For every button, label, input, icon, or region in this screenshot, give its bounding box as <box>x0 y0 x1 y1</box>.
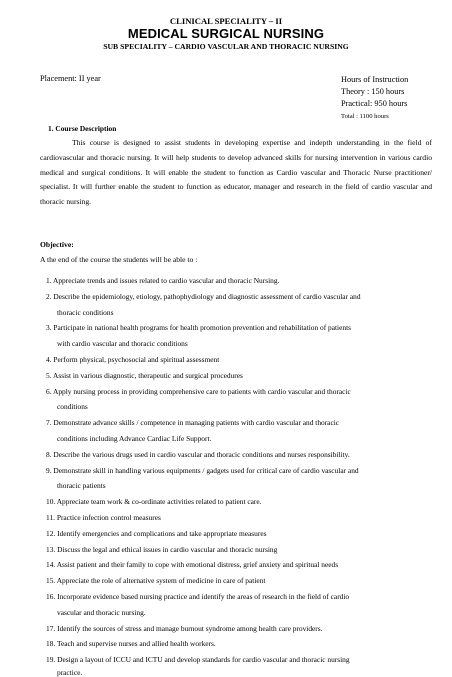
objective-item <box>0 573 452 589</box>
objective-text: Appreciate team work & co-ordinate activities related to patient care. <box>56 497 262 507</box>
header-specialty: CLINICAL SPECIALITY – II <box>169 16 283 26</box>
objective-item <box>0 447 452 463</box>
objective-text: Appreciate the role of alternative system of medicine in care of patient <box>56 576 266 586</box>
objective-number: 16. <box>46 591 56 601</box>
objective-text: Discuss the legal and ethical issues in cardio vascular and thoracic nursing <box>57 544 278 554</box>
objective-text: Apply nursing process in providing comprehensive care to patients with cardio vascular and thoracic <box>53 386 351 396</box>
objective-list <box>0 273 452 677</box>
header-subspecialty: SUB SPECIALITY – CARDIO VASCULAR AND THORACIC NURSING <box>103 42 349 51</box>
objective-text: Participate in national health programs for health promotion prevention and rehabilitation of patients <box>53 323 351 333</box>
objective-item <box>0 494 452 510</box>
section-heading: 1. Course Description <box>48 124 117 133</box>
objective-text-continued: conditions <box>57 402 88 412</box>
objective-text: Demonstrate skill in handling various equipments / gadgets used for critical care of cardio vascular and <box>53 465 359 475</box>
objective-text: Incorporate evidence based nursing practice and identify the areas of research in the field of cardio <box>57 591 350 601</box>
objective-text: Demonstrate advance skills / competence in managing patients with cardio vascular and thoracic <box>53 418 340 428</box>
objective-number: 9. <box>46 465 52 475</box>
course-description-text: This course is designed to assist students in developing expertise and indepth understanding in the field of cardiovascular and thoracic nursing. It will help students to develop advanced skills for nursing intervention in various cardio medical and surgical conditions. It will enable the student to function as Cardio vascular and Thoracic Nurse practitioner/ specialist. It will further enable the student to function as educator, manager and research in the field of cardio vascular and thoracic nursing. <box>40 138 432 207</box>
objective-text: Assist patient and their family to cope with emotional distress, grief anxiety and spiritual needs <box>56 560 339 570</box>
objective-number: 14. <box>46 560 56 570</box>
objective-text: Identify emergencies and complications and take appropriate measures <box>57 528 267 538</box>
objective-item <box>0 621 452 637</box>
objective-number: 13. <box>46 544 56 554</box>
objective-number: 17. <box>46 623 56 633</box>
objective-text-continued: conditions including Advance Cardiac Life Support. <box>57 433 212 443</box>
objective-item <box>0 368 452 384</box>
objective-number: 5. <box>46 370 52 380</box>
objective-title: Objective: <box>40 240 74 249</box>
objective-number: 11. <box>46 512 55 522</box>
objective-text: Describe the epidemiology, etiology, pathophydiology and diagnostic assessment of cardio vascular and <box>53 291 361 301</box>
objective-text: Perform physical, psychosocial and spiritual assessment <box>53 354 220 364</box>
objective-number: 4. <box>46 354 52 364</box>
objective-item <box>0 652 452 677</box>
objective-number: 18. <box>46 639 56 649</box>
objective-item <box>0 273 452 289</box>
objective-item <box>0 510 452 526</box>
objective-number: 10. <box>46 497 56 507</box>
objective-item <box>0 542 452 558</box>
objective-text: Teach and supervise nurses and allied health workers. <box>56 639 216 649</box>
objective-number: 8. <box>46 449 52 459</box>
objective-intro: A the end of the course the students will be able to : <box>40 255 198 264</box>
objective-item <box>0 320 452 352</box>
hours-theory: Theory : 150 hours <box>341 87 405 97</box>
objective-number: 12. <box>46 528 56 538</box>
placement-label: Placement: II year <box>40 74 101 83</box>
objective-text-continued: practice. <box>57 667 83 677</box>
objective-item <box>0 415 452 447</box>
objective-number: 1. <box>46 276 52 285</box>
objective-text: Design a layout of ICCU and ICTU and develop standards for cardio vascular and thoracic nursing <box>57 655 350 665</box>
course-description <box>40 136 432 210</box>
objective-text-continued: thoracic conditions <box>57 307 114 317</box>
objective-text: Practice infection control measures <box>56 512 161 522</box>
objective-item <box>0 384 452 416</box>
objective-number: 7. <box>46 418 52 428</box>
objective-text-continued: vascular and thoracic nursing. <box>57 607 146 617</box>
objective-item <box>0 463 452 495</box>
objective-number: 3. <box>46 323 52 333</box>
hours-title: Hours of Instruction <box>341 75 409 84</box>
objective-item <box>0 557 452 573</box>
objective-item <box>0 589 452 621</box>
objective-text: Assist in various diagnostic, therapeutic and surgical procedures <box>53 370 243 380</box>
objective-number: 19. <box>46 655 56 665</box>
page-title: MEDICAL SURGICAL NURSING <box>127 26 325 41</box>
hours-practical: Practical: 950 hours <box>341 99 408 109</box>
objective-number: 15. <box>46 576 56 586</box>
objective-item <box>0 352 452 368</box>
objective-item <box>0 289 452 321</box>
objective-number: 2. <box>46 291 52 301</box>
objective-number: 6. <box>46 386 52 396</box>
objective-text: Identify the sources of stress and manage burnout syndrome among health care providers. <box>57 623 323 633</box>
objective-text: Appreciate trends and issues related to cardio vascular and thoracic Nursing. <box>53 276 280 285</box>
hours-block <box>341 74 408 123</box>
objective-text-continued: thoracic patients <box>57 481 106 491</box>
objective-text: Describe the various drugs used in cardio vascular and thoracic conditions and nurses responsibility. <box>53 449 350 459</box>
objective-item <box>0 636 452 652</box>
objective-item <box>0 526 452 542</box>
objective-text-continued: with cardio vascular and thoracic conditions <box>57 339 188 349</box>
hours-total: Total : 1100 hours <box>341 112 389 120</box>
